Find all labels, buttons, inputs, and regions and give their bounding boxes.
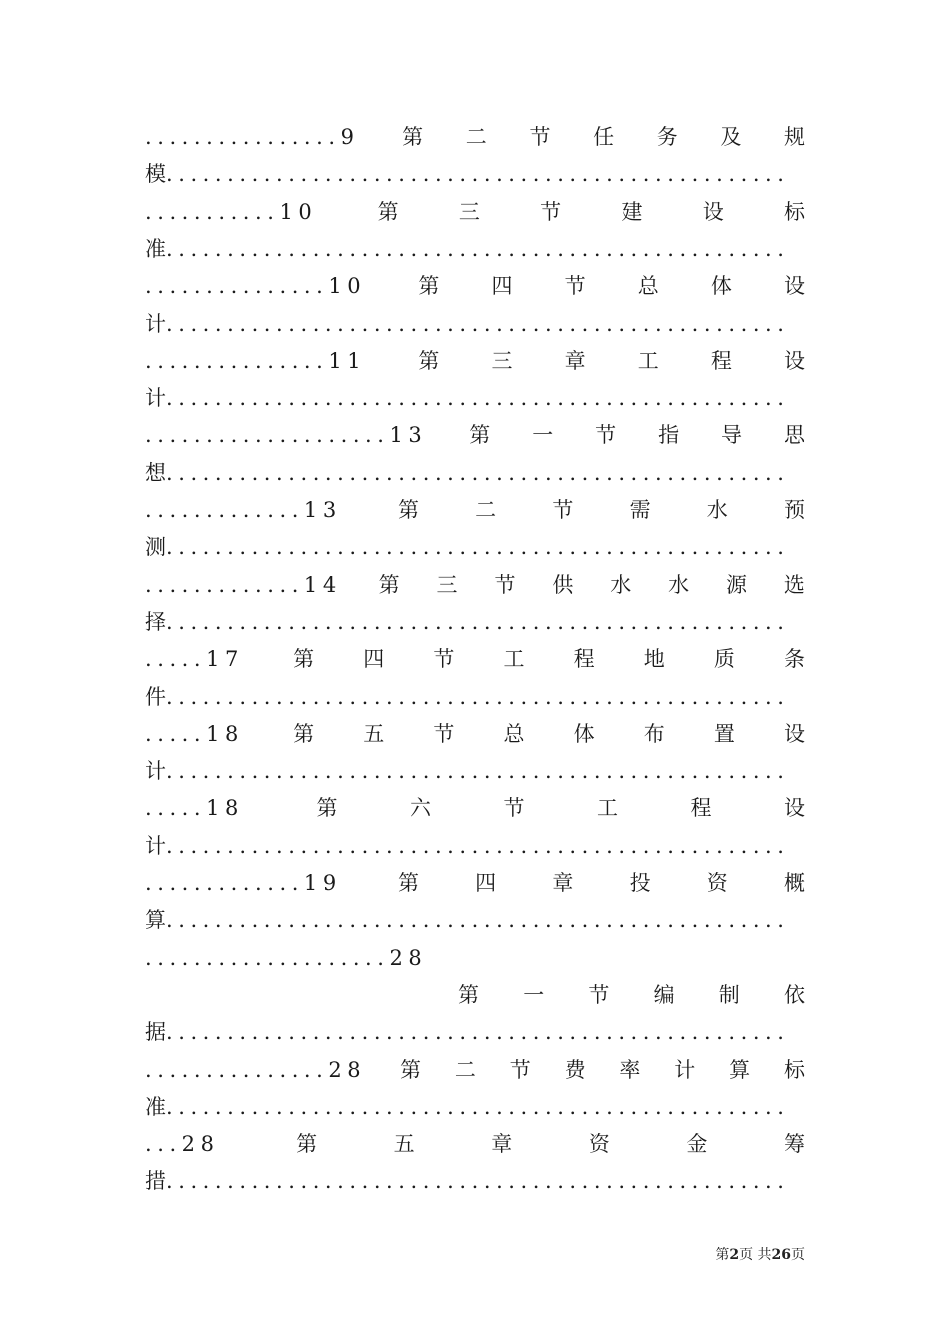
toc-heading-char: 制 xyxy=(718,982,740,1007)
toc-line xyxy=(145,530,805,564)
toc-line xyxy=(145,269,805,303)
toc-line xyxy=(145,1164,805,1198)
toc-heading-char: 源 xyxy=(726,572,747,597)
toc-heading-char: 二 xyxy=(475,498,497,522)
toc-line xyxy=(145,1127,805,1161)
toc-heading-char: 及 xyxy=(720,125,742,149)
toc-heading-char: 条 xyxy=(783,647,805,672)
toc-heading-char: 地 xyxy=(643,647,665,672)
toc-line xyxy=(145,829,805,863)
toc-heading-char: 任 xyxy=(593,125,615,149)
toc-heading-char: 投 xyxy=(629,871,651,895)
toc-line-head: 准 xyxy=(145,1094,166,1119)
toc-line xyxy=(145,568,805,602)
toc-line xyxy=(145,717,805,751)
footer-prefix: 第 xyxy=(715,1247,730,1263)
toc-heading-char: 第 xyxy=(469,423,491,448)
toc-heading-char: 第 xyxy=(400,1057,422,1082)
toc-line xyxy=(145,754,805,788)
toc-dot-leader: ................................................... xyxy=(166,908,790,933)
toc-heading-char: 水 xyxy=(610,572,632,597)
toc-heading-char: 第 xyxy=(316,796,338,821)
toc-line xyxy=(145,903,805,937)
toc-heading-char: 第 xyxy=(293,647,315,672)
toc-heading-char: 节 xyxy=(433,647,455,672)
toc-heading-char: 计 xyxy=(674,1057,696,1082)
toc-heading-char: 总 xyxy=(503,721,525,746)
toc-heading-char: 第 xyxy=(402,125,424,149)
toc-line xyxy=(145,1090,805,1124)
toc-heading-char: 节 xyxy=(494,572,516,597)
toc-heading-char: 设 xyxy=(783,796,805,821)
toc-page-leader: .............14 xyxy=(145,572,342,597)
toc-line xyxy=(145,680,805,714)
toc-heading-char: 五 xyxy=(363,721,385,746)
toc-heading-char: 第 xyxy=(397,871,419,895)
toc-dot-leader: ................................................... xyxy=(166,1169,790,1194)
toc-dot-leader: ................................................... xyxy=(166,833,790,858)
toc-heading-char: 六 xyxy=(409,796,431,821)
toc-heading-char: 水 xyxy=(668,572,690,597)
toc-line-head: 措 xyxy=(145,1169,166,1194)
toc-page-leader: .....17 xyxy=(145,647,244,672)
toc-heading-char: 四 xyxy=(475,871,497,895)
toc-heading-char: 建 xyxy=(621,199,643,224)
toc-line xyxy=(145,418,805,452)
toc-heading-char: 规 xyxy=(784,125,805,149)
toc-line-head: 准 xyxy=(145,236,166,261)
toc-heading-char: 设 xyxy=(783,721,805,746)
toc-heading-char: 筹 xyxy=(783,1132,805,1157)
toc-dot-leader: ................................................... xyxy=(166,386,790,411)
toc-heading-char: 水 xyxy=(706,498,728,522)
toc-heading-char: 节 xyxy=(509,1057,531,1082)
toc-heading-char: 四 xyxy=(491,274,513,299)
footer-suffix: 页 xyxy=(791,1247,805,1263)
toc-heading-char: 务 xyxy=(656,125,678,149)
footer-total-pages: 26 xyxy=(771,1247,791,1263)
toc-page-leader: ....................13 xyxy=(145,423,428,448)
toc-heading-char: 资 xyxy=(706,871,728,895)
toc-heading-char: 总 xyxy=(637,274,659,299)
toc-page-leader: ...28 xyxy=(145,1132,220,1157)
toc-dot-leader: ................................................... xyxy=(166,236,790,261)
toc-heading-char: 节 xyxy=(529,125,551,149)
toc-heading-char: 布 xyxy=(643,721,665,746)
toc-heading-char: 费 xyxy=(564,1057,586,1082)
toc-heading-char: 导 xyxy=(721,423,743,448)
toc-dot-leader: ................................................... xyxy=(166,535,790,560)
toc-heading-char: 程 xyxy=(710,348,732,373)
toc-heading-char: 第 xyxy=(293,721,315,746)
toc-line xyxy=(145,791,805,825)
toc-dot-leader: ................................................... xyxy=(166,609,790,634)
toc-heading-char: 第 xyxy=(296,1132,318,1157)
toc-heading-char: 四 xyxy=(363,647,385,672)
toc-dot-leader: ................................................... xyxy=(166,759,790,784)
toc-page-leader: ...............11 xyxy=(145,348,367,373)
toc-line-head: 计 xyxy=(145,833,166,858)
toc-page-leader: .............13 xyxy=(145,498,342,522)
toc-heading-char: 一 xyxy=(532,423,554,448)
toc-page-leader: ................9 xyxy=(145,125,360,149)
toc-heading-char: 第 xyxy=(377,199,399,224)
toc-line xyxy=(145,344,805,378)
toc-dot-leader: ................................................... xyxy=(166,162,790,187)
toc-heading-char: 设 xyxy=(702,199,724,224)
toc-page-leader: ...............28 xyxy=(145,1057,367,1082)
toc-heading-char: 需 xyxy=(629,498,651,522)
toc-line-head: 算 xyxy=(145,908,166,933)
toc-line-head: 想 xyxy=(145,460,166,485)
toc-heading-char: 节 xyxy=(433,721,455,746)
toc-heading-char: 一 xyxy=(523,982,545,1007)
toc-line xyxy=(145,456,805,490)
toc-heading-char: 节 xyxy=(540,199,562,224)
toc-dot-leader: ................................................... xyxy=(166,311,790,336)
toc-heading-char: 体 xyxy=(710,274,732,299)
toc-heading-char: 置 xyxy=(713,721,735,746)
toc-heading-char: 五 xyxy=(393,1132,415,1157)
toc-heading-char: 章 xyxy=(491,1132,513,1157)
toc-heading-char: 依 xyxy=(783,982,805,1007)
toc-heading-char: 质 xyxy=(713,647,735,672)
toc-heading-char: 第 xyxy=(458,982,479,1007)
toc-heading-char: 设 xyxy=(783,274,805,299)
toc-dot-leader: ................................................... xyxy=(166,1094,790,1119)
toc-line xyxy=(145,493,805,527)
toc-heading-char: 指 xyxy=(658,423,680,448)
toc-dot-leader: ................................................... xyxy=(166,460,790,485)
toc-heading-char: 章 xyxy=(564,348,586,373)
toc-dot-leader: ................................................... xyxy=(166,1020,790,1045)
toc-heading-char: 率 xyxy=(619,1057,641,1082)
toc-heading-char: 思 xyxy=(783,423,805,448)
toc-heading-char: 算 xyxy=(729,1057,751,1082)
toc-heading-char: 体 xyxy=(573,721,595,746)
toc-line-head: 计 xyxy=(145,759,166,784)
toc-line xyxy=(145,866,805,900)
toc-heading-char: 标 xyxy=(784,199,805,224)
toc-heading-char: 节 xyxy=(552,498,574,522)
toc-heading-char: 预 xyxy=(783,498,805,522)
toc-heading-char: 三 xyxy=(436,572,458,597)
toc-line xyxy=(145,195,805,229)
toc-line-head: 测 xyxy=(145,535,166,560)
toc-heading-char: 章 xyxy=(552,871,574,895)
toc-line xyxy=(145,605,805,639)
toc-heading-char: 资 xyxy=(588,1132,610,1157)
toc-line-head: 件 xyxy=(145,684,166,709)
toc-heading-char: 三 xyxy=(491,348,513,373)
toc-heading-char: 工 xyxy=(596,796,618,821)
toc-page-leader: .....18 xyxy=(145,721,244,746)
toc-line xyxy=(145,157,805,191)
toc-line xyxy=(145,120,805,154)
toc-heading-char: 供 xyxy=(552,572,574,597)
footer-current-page: 2 xyxy=(729,1247,740,1263)
toc-line xyxy=(145,232,805,266)
toc-line xyxy=(145,307,805,341)
toc-heading-char: 节 xyxy=(503,796,525,821)
toc-heading-char: 第 xyxy=(418,274,440,299)
toc-heading-char: 第 xyxy=(378,572,400,597)
toc-heading-char: 三 xyxy=(458,199,480,224)
toc-heading-char: 程 xyxy=(690,796,712,821)
toc-page-leader: ...............10 xyxy=(145,274,367,299)
toc-line xyxy=(145,1053,805,1087)
toc-heading-char: 二 xyxy=(465,125,487,149)
toc-line-head: 据 xyxy=(145,1020,166,1045)
toc-heading-char: 第 xyxy=(397,498,419,522)
toc-heading-char: 节 xyxy=(595,423,617,448)
toc-heading-char: 二 xyxy=(454,1057,476,1082)
toc-line-head: 计 xyxy=(145,386,166,411)
toc-line xyxy=(145,381,805,415)
toc-page-leader: .....18 xyxy=(145,796,244,821)
page-footer xyxy=(715,1245,805,1265)
toc-line xyxy=(458,978,805,1012)
toc-page-leader: .............19 xyxy=(145,871,342,895)
toc-heading-char: 程 xyxy=(573,647,595,672)
toc-line-head: 计 xyxy=(145,311,166,336)
toc-line-head: 模 xyxy=(145,162,166,187)
toc-page-leader: ....................28 xyxy=(145,945,428,970)
toc-line xyxy=(145,1015,805,1049)
toc-heading-char: 工 xyxy=(503,647,525,672)
toc-heading-char: 第 xyxy=(418,348,440,373)
toc-heading-char: 编 xyxy=(653,982,675,1007)
toc-heading-char: 选 xyxy=(783,572,805,597)
toc-heading-char: 金 xyxy=(686,1132,708,1157)
toc-dot-leader: ................................................... xyxy=(166,684,790,709)
toc-heading-char: 标 xyxy=(783,1057,805,1082)
toc-heading-char: 节 xyxy=(588,982,610,1007)
toc-heading-char: 设 xyxy=(783,348,805,373)
toc-page-leader: ...........10 xyxy=(145,199,318,224)
toc-heading-char: 工 xyxy=(637,348,659,373)
toc-line-head: 择 xyxy=(145,609,166,634)
toc-line xyxy=(145,642,805,676)
toc-line xyxy=(145,941,805,975)
toc-heading-char: 节 xyxy=(564,274,586,299)
toc-heading-char: 概 xyxy=(783,871,805,895)
footer-middle: 页 共 xyxy=(739,1247,772,1263)
